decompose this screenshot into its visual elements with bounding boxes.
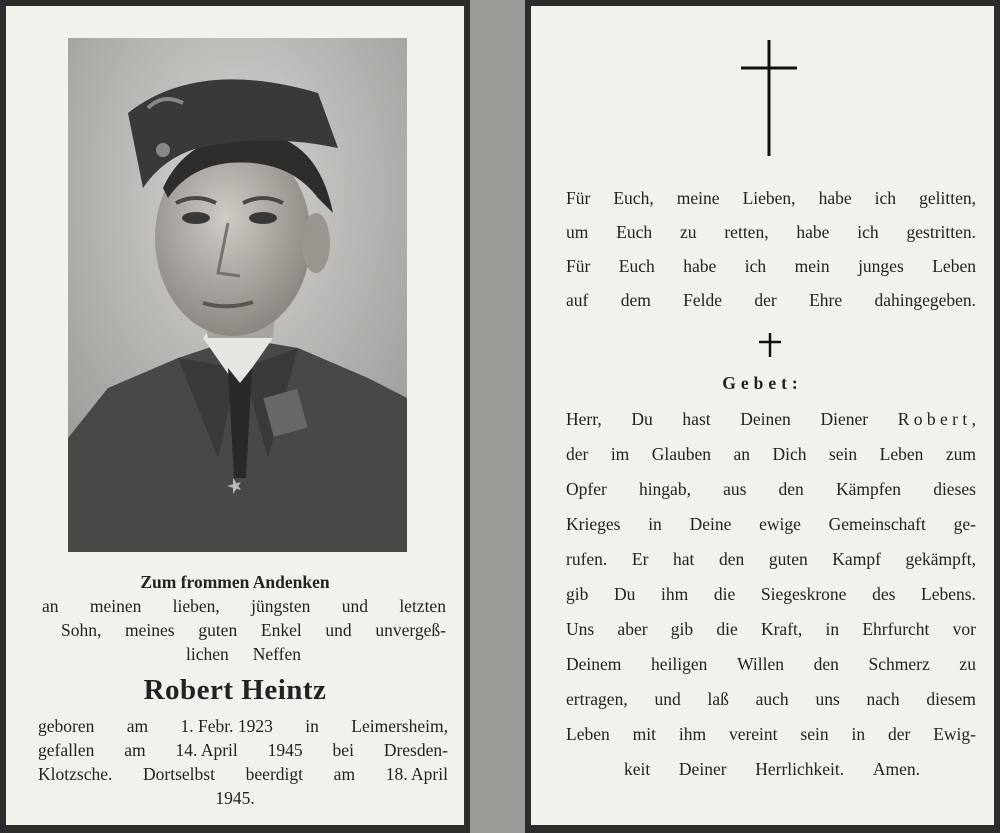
prayer-line-4	[566, 514, 976, 535]
memorial-card-front	[0, 0, 470, 833]
word: und	[341, 596, 368, 616]
word: Schmerz	[868, 654, 930, 674]
word: Felde	[683, 290, 723, 310]
word: Ewig-	[933, 724, 976, 744]
word: gefallen	[38, 740, 95, 760]
word: meine	[676, 188, 720, 208]
word: mein	[794, 256, 830, 276]
word: ihm	[661, 584, 689, 604]
word: 1. Febr. 1923	[180, 716, 273, 736]
word: Dresden-	[383, 740, 448, 760]
word: dem	[620, 290, 651, 310]
word: gib	[670, 619, 694, 639]
poem-line-3	[566, 256, 976, 277]
word: Diener	[820, 409, 869, 429]
prayer-line-6	[566, 584, 976, 605]
prayer-line-1	[566, 409, 976, 430]
word: ich	[874, 188, 897, 208]
word: Dortselbst	[143, 764, 215, 784]
word: lichen	[186, 644, 229, 664]
dedication-line-3	[186, 644, 301, 665]
word: ich	[857, 222, 879, 242]
word: Herr,	[566, 409, 602, 429]
dedication-line-2	[61, 620, 446, 641]
word: der	[887, 724, 911, 744]
word: an	[42, 596, 59, 616]
word: Lieben,	[742, 188, 796, 208]
word: Herrlichkeit.	[755, 759, 845, 779]
word: laß	[707, 689, 729, 709]
word: in	[648, 514, 662, 534]
word: Für	[566, 188, 591, 208]
word: nach	[866, 689, 900, 709]
word: hingab,	[638, 479, 691, 499]
word: in	[851, 724, 866, 744]
word: Sohn,	[61, 620, 102, 640]
word: 1945	[267, 740, 303, 760]
word: Kämpfen	[835, 479, 902, 499]
word: hat	[673, 549, 695, 569]
word: hast	[682, 409, 711, 429]
word: Kraft,	[760, 619, 803, 639]
word: aber	[617, 619, 648, 639]
word: gestritten.	[906, 222, 976, 242]
word: ge-	[953, 514, 976, 534]
word: Uns	[566, 619, 595, 639]
word: uns	[815, 689, 840, 709]
word: dahingegeben.	[874, 290, 976, 310]
word: ewige	[759, 514, 801, 534]
word: guten	[198, 620, 238, 640]
prayer-title: Gebet:	[722, 373, 803, 393]
word: Du	[614, 584, 636, 604]
word: Dich	[772, 444, 807, 464]
prayer-line-3	[566, 479, 976, 500]
word: retten,	[724, 222, 769, 242]
biography-line-1	[38, 716, 448, 737]
card-front-paper	[6, 6, 464, 825]
word: Ehrfurcht	[862, 619, 930, 639]
poem-line-2	[566, 222, 976, 243]
portrait-illustration	[68, 38, 407, 552]
word: Leben	[879, 444, 924, 464]
word: Krieges	[566, 514, 621, 534]
dedication-line-1	[42, 596, 446, 617]
word: an	[733, 444, 751, 464]
word: am	[333, 764, 356, 784]
word: unvergeß-	[375, 620, 446, 640]
soldier-portrait-photo	[68, 38, 407, 552]
word: Für	[566, 256, 591, 276]
word: Willen	[737, 654, 784, 674]
word: lieben,	[172, 596, 220, 616]
word: den	[778, 479, 804, 499]
word: zu	[680, 222, 697, 242]
word: Lebens.	[921, 584, 976, 604]
prayer-line-11	[624, 759, 920, 780]
word: jüngsten	[251, 596, 311, 616]
word: vereint	[728, 724, 778, 744]
poem-line-1	[566, 188, 976, 209]
word: Euch	[616, 222, 653, 242]
word: Euch,	[613, 188, 654, 208]
word: beerdigt	[245, 764, 303, 784]
word: der	[754, 290, 777, 310]
word: und	[654, 689, 681, 709]
word: um	[566, 222, 589, 242]
word: den	[718, 549, 745, 569]
word: den	[813, 654, 839, 674]
word: sein	[800, 724, 829, 744]
word: Deinen	[740, 409, 791, 429]
word: zu	[959, 654, 976, 674]
word: der	[566, 444, 589, 464]
word: gib	[566, 584, 589, 604]
word: rufen.	[566, 549, 608, 569]
word: am	[124, 740, 146, 760]
word: gelitten,	[919, 188, 976, 208]
memorial-card-back	[525, 0, 1000, 833]
word: ihm	[678, 724, 707, 744]
word: Gemeinschaft	[828, 514, 926, 534]
biography-line-2	[38, 740, 448, 761]
word: ich	[744, 256, 767, 276]
word: Deiner	[678, 759, 727, 779]
word: des	[872, 584, 896, 604]
word: Leimersheim,	[351, 716, 448, 736]
word: bei	[332, 740, 354, 760]
word: keit	[624, 759, 651, 779]
prayer-line-8	[566, 654, 976, 675]
word: R o b e r t ,	[897, 409, 976, 429]
word: Enkel	[260, 620, 302, 640]
prayer-line-9	[566, 689, 976, 710]
word: habe	[683, 256, 717, 276]
card-back-paper	[531, 6, 994, 825]
word: mit	[632, 724, 656, 744]
word: 18. April	[385, 764, 448, 784]
word: Siegeskrone	[760, 584, 847, 604]
word: Euch	[618, 256, 655, 276]
memorial-heading: Zum frommen Andenken	[140, 572, 330, 592]
card-gap	[470, 0, 525, 833]
word: guten	[768, 549, 808, 569]
word: am	[126, 716, 149, 736]
word: Du	[631, 409, 653, 429]
word: habe	[818, 188, 852, 208]
small-cross-icon	[758, 332, 782, 358]
word: vor	[952, 619, 976, 639]
word: zum	[945, 444, 976, 464]
prayer-line-10	[566, 724, 976, 745]
word: 14. April	[175, 740, 238, 760]
word: Deinem	[566, 654, 622, 674]
word: gekämpft,	[905, 549, 976, 569]
word: Deine	[689, 514, 732, 534]
biography-line-4: 1945.	[215, 788, 255, 808]
word: im	[610, 444, 630, 464]
word: in	[305, 716, 319, 736]
word: ertragen,	[566, 689, 628, 709]
word: auch	[755, 689, 789, 709]
word: und	[325, 620, 352, 640]
prayer-line-5	[566, 549, 976, 570]
word: aus	[723, 479, 747, 499]
word: Neffen	[252, 644, 301, 664]
word: Er	[631, 549, 649, 569]
word: Glauben	[651, 444, 712, 464]
word: meinen	[89, 596, 142, 616]
large-cross-icon	[739, 40, 799, 156]
word: Leben	[932, 256, 976, 276]
word: meines	[125, 620, 175, 640]
word: Leben	[566, 724, 610, 744]
prayer-line-7	[566, 619, 976, 640]
word: Opfer	[566, 479, 607, 499]
prayer-line-2	[566, 444, 976, 465]
word: Kampf	[832, 549, 881, 569]
word: Amen.	[872, 759, 920, 779]
word: diesem	[926, 689, 976, 709]
word: auf	[566, 290, 589, 310]
word: Ehre	[809, 290, 843, 310]
word: in	[825, 619, 840, 639]
biography-line-3	[38, 764, 448, 785]
word: dieses	[933, 479, 976, 499]
word: die	[716, 619, 738, 639]
word: heiligen	[651, 654, 708, 674]
word: geboren	[38, 716, 95, 736]
poem-line-4	[566, 290, 976, 311]
deceased-name: Robert Heintz	[143, 674, 327, 706]
word: letzten	[399, 596, 446, 616]
word: die	[713, 584, 736, 604]
word: Klotzsche.	[38, 764, 113, 784]
word: junges	[858, 256, 904, 276]
word: sein	[828, 444, 858, 464]
word: habe	[796, 222, 830, 242]
